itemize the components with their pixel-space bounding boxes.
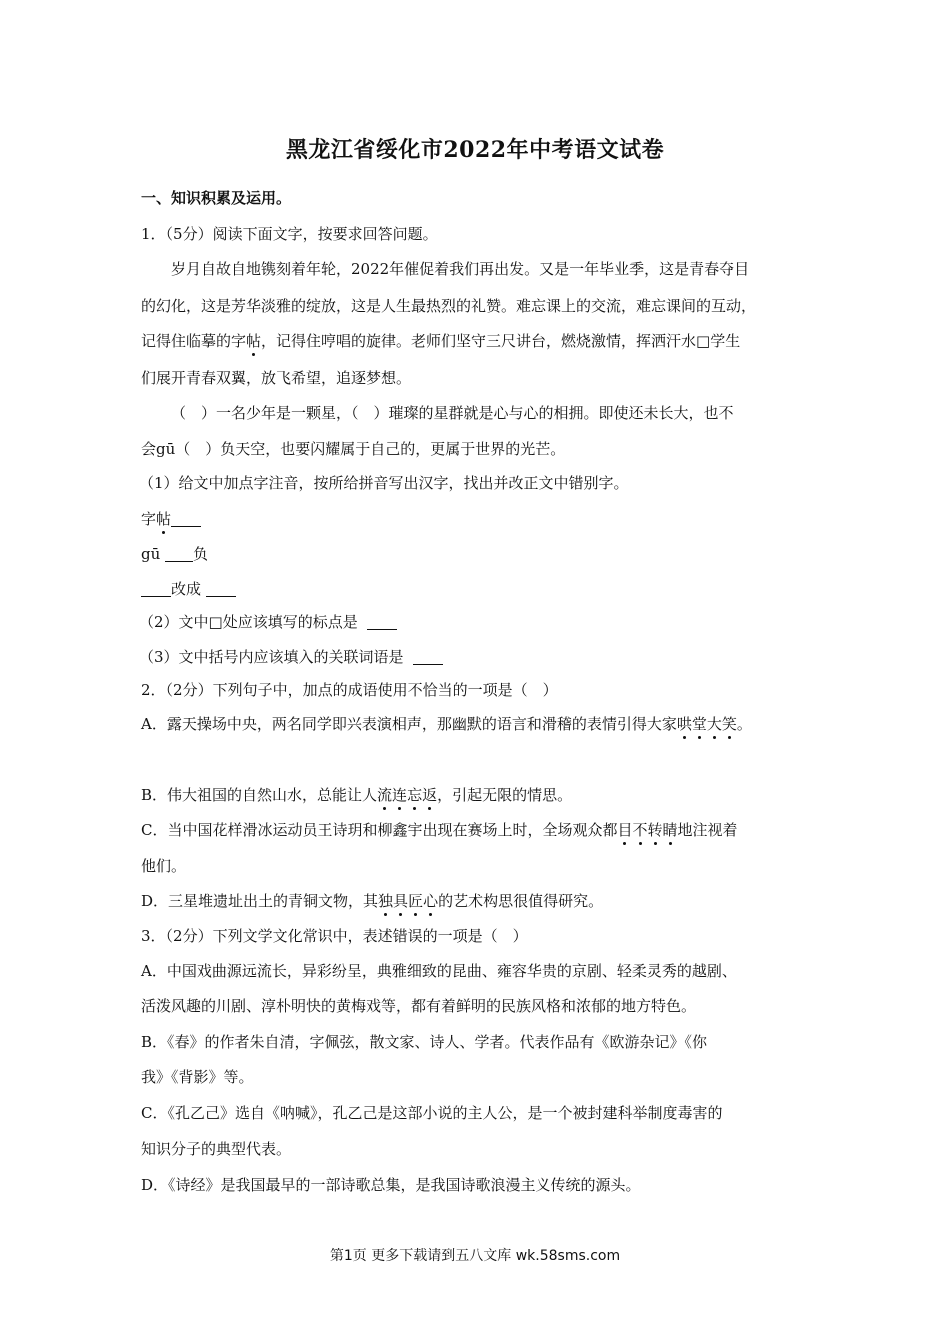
q3-option-b[interactable]: B．《春》的作者朱自清，字佩弦，散文家、诗人、学者。代表作品有《欧游杂记》《你 bbox=[141, 1033, 708, 1051]
dotted-char: 具 bbox=[393, 892, 409, 910]
text-segment: gū bbox=[141, 545, 161, 563]
q3-option-c-line-2: 知识分子的典型代表。 bbox=[141, 1140, 292, 1158]
text-segment: 的艺术构思很值得研究。 bbox=[438, 892, 604, 910]
dotted-char: 忘 bbox=[407, 786, 423, 804]
text-segment: A．露天操场中央，两名同学即兴表演相声，那幽默的语言和滑稽的表情引得大家 bbox=[141, 715, 677, 733]
dotted-char: 堂 bbox=[691, 715, 707, 733]
q3-option-a[interactable]: A．中国戏曲源远流长，异彩纷呈，典雅细致的昆曲、雍容华贵的京剧、轻柔灵秀的越剧、 bbox=[141, 962, 737, 980]
page-title: 黑龙江省绥化市2022年中考语文试卷 bbox=[285, 137, 665, 163]
dotted-char: 不 bbox=[632, 821, 648, 839]
q2-option-a[interactable] bbox=[141, 713, 752, 735]
dotted-char: 笑 bbox=[721, 715, 737, 733]
answer-blank[interactable] bbox=[413, 648, 443, 665]
answer-blank[interactable] bbox=[141, 580, 171, 597]
answer-blank[interactable] bbox=[367, 613, 397, 630]
q2-option-b[interactable] bbox=[141, 784, 572, 806]
q3-option-b-line-2: 我》《背影》等。 bbox=[141, 1068, 254, 1086]
text-segment: （3）文中括号内应该填入的关联词语是 bbox=[139, 648, 404, 666]
q1-passage-line-4: 们展开青春双翼，放飞希望，追逐梦想。 bbox=[141, 369, 412, 387]
dotted-char: 匠 bbox=[408, 892, 424, 910]
text-segment: C．当中国花样滑冰运动员王诗玥和柳鑫宇出现在赛场上时，全场观众都 bbox=[141, 821, 618, 839]
text-segment: D．三星堆遗址出土的青铜文物，其 bbox=[141, 892, 379, 910]
text-segment: 。 bbox=[736, 715, 752, 733]
dotted-char: 流 bbox=[377, 786, 393, 804]
page-footer: 第1页 更多下载请到五八文库 wk.58sms.com bbox=[329, 1248, 621, 1264]
text-segment: 记得住临摹的字 bbox=[141, 332, 247, 350]
text-segment: ，记得住哼唱的旋律。老师们坚守三尺讲台，燃烧激情，挥洒汗水□学生 bbox=[261, 332, 741, 350]
answer-blank[interactable] bbox=[165, 545, 193, 562]
text-segment: （2）文中□处应该填写的标点是 bbox=[139, 613, 358, 631]
section-heading: 一、知识积累及运用。 bbox=[141, 189, 292, 207]
dotted-char: 连 bbox=[392, 786, 408, 804]
dotted-char: 返 bbox=[422, 786, 438, 804]
q1-passage-line-3 bbox=[141, 330, 740, 352]
q1-sub1: （1）给文中加点字注音，按所给拼音写出汉字，找出并改正文中错别字。 bbox=[139, 474, 629, 492]
q3-option-d[interactable]: D．《诗经》是我国最早的一部诗歌总集，是我国诗歌浪漫主义传统的源头。 bbox=[141, 1176, 641, 1194]
q1-passage-line-2: 的幻化，这是芳华淡雅的绽放，这是人生最热烈的礼赞。难忘课上的交流，难忘课间的互动， bbox=[141, 297, 757, 315]
q1-passage-line-1: 岁月自故自地镌刻着年轮，2022年催促着我们再出发。又是一年毕业季，这是青春夺目 bbox=[171, 260, 750, 278]
answer-blank[interactable] bbox=[171, 510, 201, 527]
dotted-char: 独 bbox=[378, 892, 394, 910]
q1-stem: 1．（5分）阅读下面文字，按要求回答问题。 bbox=[141, 225, 438, 243]
dotted-char: 帖 bbox=[156, 510, 172, 528]
dotted-char: 目 bbox=[617, 821, 633, 839]
q1-sub1-answer-a bbox=[141, 508, 201, 530]
q1-sub3 bbox=[139, 646, 443, 668]
q1-sub2 bbox=[139, 611, 397, 633]
q1-passage2-line-2: 会gū（ ）负天空，也要闪耀属于自己的，更属于世界的光芒。 bbox=[141, 440, 566, 458]
q2-stem: 2．（2分）下列句子中，加点的成语使用不恰当的一项是（ ） bbox=[141, 681, 558, 699]
text-segment: 负 bbox=[193, 545, 209, 563]
text-segment: B．伟大祖国的自然山水，总能让人 bbox=[141, 786, 378, 804]
q3-stem: 3．（2分）下列文学文化常识中，表述错误的一项是（ ） bbox=[141, 927, 528, 945]
dotted-char: 心 bbox=[423, 892, 439, 910]
dotted-char: 转 bbox=[647, 821, 663, 839]
q2-option-d[interactable] bbox=[141, 890, 603, 912]
text-segment: ，引起无限的情思。 bbox=[437, 786, 573, 804]
q1-sub1-answer-c bbox=[141, 578, 236, 600]
dotted-char: 睛 bbox=[662, 821, 678, 839]
q1-passage2-line-1: （ ）一名少年是一颗星，（ ）璀璨的星群就是心与心的相拥。即使还未长大，也不 bbox=[171, 404, 734, 422]
text-segment: 地注视着 bbox=[677, 821, 738, 839]
text-segment: 字 bbox=[141, 510, 157, 528]
dotted-char: 帖 bbox=[246, 332, 262, 350]
q2-option-c-line-2: 他们。 bbox=[141, 857, 187, 875]
q2-option-c[interactable] bbox=[141, 819, 738, 841]
answer-blank[interactable] bbox=[206, 580, 236, 597]
q3-option-c[interactable]: C．《孔乙己》选自《呐喊》，孔乙己是这部小说的主人公，是一个被封建科举制度毒害的 bbox=[141, 1104, 723, 1122]
q3-option-a-line-2: 活泼风趣的川剧、淳朴明快的黄梅戏等，都有着鲜明的民族风格和浓郁的地方特色。 bbox=[141, 997, 697, 1015]
text-segment: 改成 bbox=[171, 580, 202, 598]
dotted-char: 大 bbox=[706, 715, 722, 733]
dotted-char: 哄 bbox=[676, 715, 692, 733]
q1-sub1-answer-b bbox=[141, 543, 208, 565]
